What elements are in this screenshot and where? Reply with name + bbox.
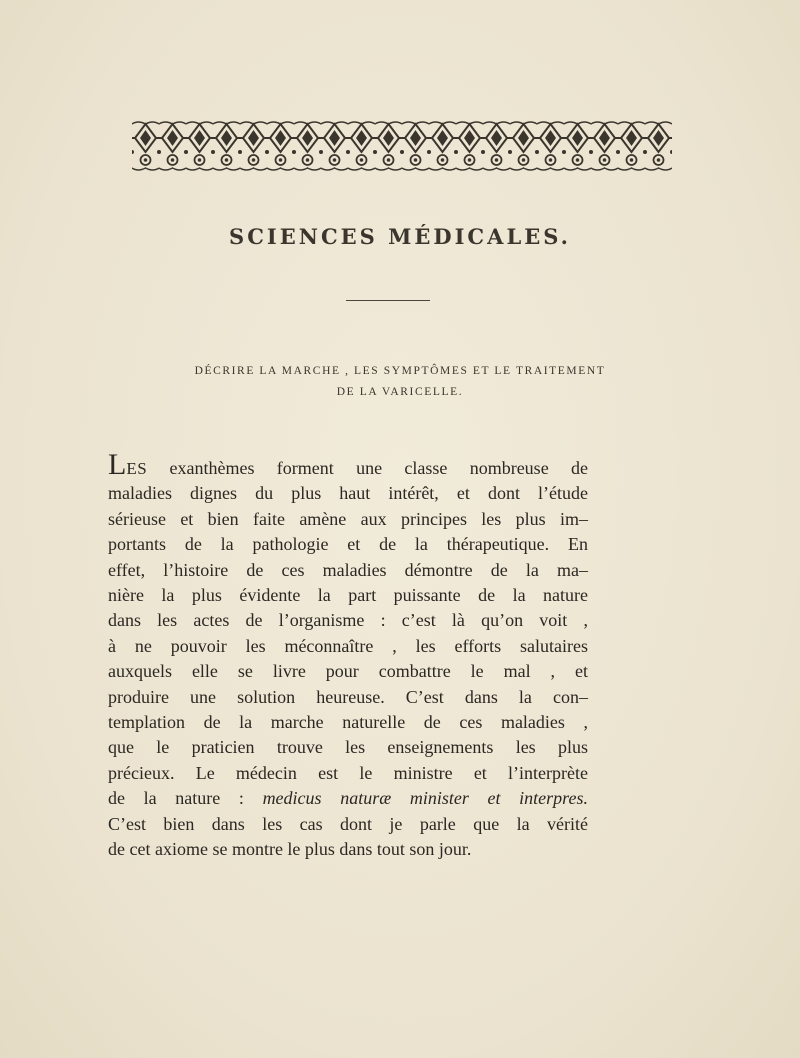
- paragraph-line: auxquels elle se livre pour combattre le mal , et: [108, 661, 588, 682]
- paragraph-line: précieux. Le médecin est le ministre et l’interprète: [108, 762, 588, 783]
- paragraph-line: de cet axiome se montre le plus dans tout son jour.: [108, 839, 472, 860]
- first-word-rest: ES: [126, 459, 148, 478]
- paragraph-line: [108, 786, 588, 811]
- paragraph-line: nière la plus évidente la part puissante de la nature: [108, 585, 588, 606]
- paragraph-line: templation de la marche naturelle de ces maladies ,: [108, 712, 588, 733]
- paragraph-line: sérieuse et bien faite amène aux principes les plus im–: [108, 508, 588, 529]
- paragraph-line: produire une solution heureuse. C’est dans la con–: [108, 686, 588, 707]
- latin-quote: medicus naturæ minister et interpres.: [262, 788, 588, 809]
- drop-cap: L: [108, 448, 127, 481]
- paragraph-line: C’est bien dans les cas dont je parle que la vérité: [108, 813, 588, 834]
- section-title: SCIENCES MÉDICALES.: [229, 224, 571, 249]
- body-paragraph: [108, 448, 588, 863]
- title-rule-divider: [346, 300, 430, 301]
- paragraph-line: à ne pouvoir les méconnaître , les efforts salutaires: [108, 635, 588, 656]
- subtitle-line-2: DE LA VARICELLE.: [336, 386, 464, 398]
- line-text: de la nature :: [108, 788, 263, 809]
- decorative-ornament-band: [132, 120, 672, 172]
- line-text: exanthèmes forment une classe nombreuse de: [169, 458, 588, 478]
- paragraph-line: que le praticien trouve les enseignements les plus: [108, 737, 588, 758]
- paragraph-line: portants de la pathologie et de la thérapeutique. En: [108, 534, 588, 555]
- paragraph-line: maladies dignes du plus haut intérêt, et dont l’étude: [108, 483, 588, 504]
- paragraph-line: [108, 448, 588, 481]
- paragraph-line: dans les actes de l’organisme : c’est là qu’on voit ,: [108, 610, 588, 631]
- subtitle-line-1: DÉCRIRE LA MARCHE , LES SYMPTÔMES ET LE TRAITEMENT: [194, 365, 606, 377]
- paragraph-line: effet, l’histoire de ces maladies démontre de la ma–: [108, 559, 588, 580]
